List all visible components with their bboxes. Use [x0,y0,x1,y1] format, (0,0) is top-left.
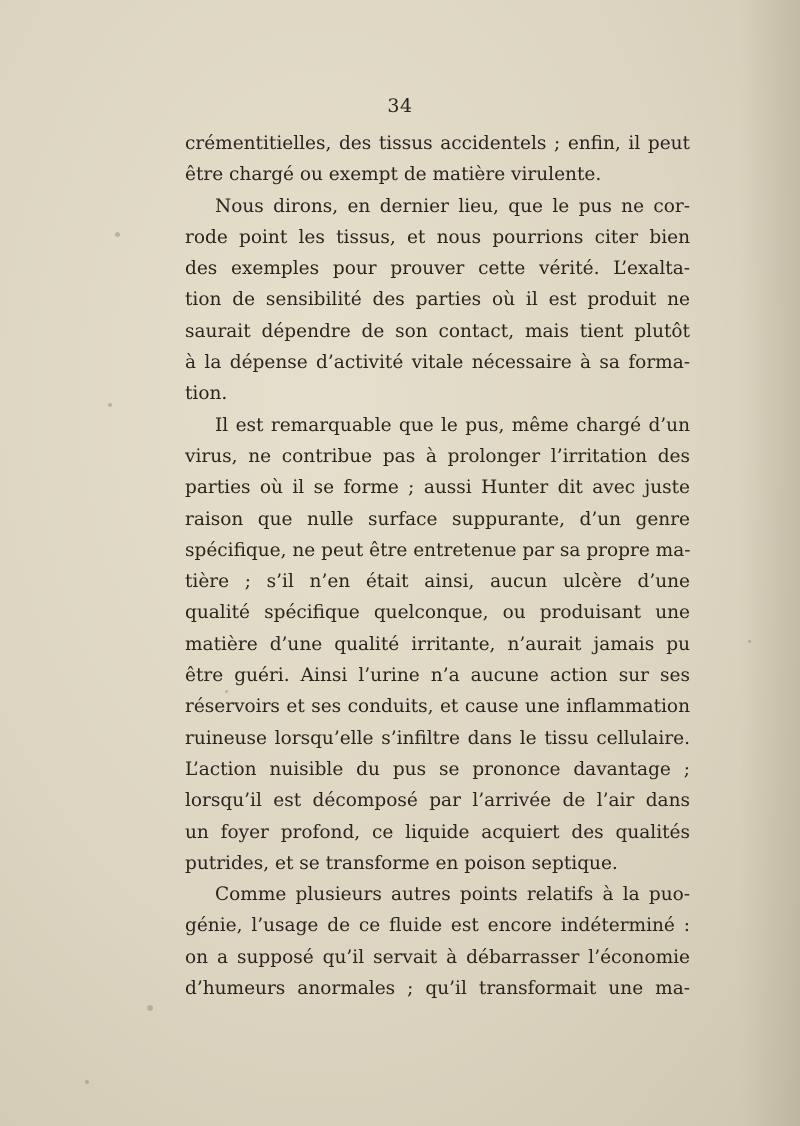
text-line: des exemples pour prouver cette vérité. L’exalta- [185,258,690,280]
text-line: ruineuse lorsqu’elle s’infiltre dans le tissu cellulaire. [185,727,690,749]
text-line: on a supposé qu’il servait à débarrasser l’économie [185,946,690,968]
text-line: putrides, et se transforme en poison septique. [185,852,618,874]
text-line: tière ; s’il n’en était ainsi, aucun ulcère d’une [185,571,690,593]
text-line: être guéri. Ainsi l’urine n’a aucune action sur ses [185,665,690,687]
text-line: spécifique, ne peut être entretenue par sa propre ma- [185,539,691,561]
text-line: être chargé ou exempt de matière virulente. [185,164,602,186]
text-line: Il est remarquable que le pus, même chargé d’un [215,414,690,436]
text-line: d’humeurs anormales ; qu’il transformait une ma- [185,978,690,1000]
text-line: Comme plusieurs autres points relatifs à la puo- [215,884,690,906]
body-text [185,128,690,1004]
text-line: tion. [185,383,228,405]
text-line: L’action nuisible du pus se prononce davantage ; [185,758,690,780]
foxing-spot [147,1005,153,1011]
page-number: 34 [387,95,413,117]
foxing-spot [115,232,120,237]
text-line: raison que nulle surface suppurante, d’un genre [185,508,690,530]
foxing-spot [748,640,751,643]
text-line: à la dépense d’activité vitale nécessaire à sa forma- [185,352,690,374]
text-line: saurait dépendre de son contact, mais tient plutôt [185,320,690,342]
text-line: rode point les tissus, et nous pourrions citer bien [185,226,690,248]
text-line: réservoirs et ses conduits, et cause une inflammation [185,696,690,718]
text-line: Nous dirons, en dernier lieu, que le pus ne cor- [215,195,690,217]
text-line: virus, ne contribue pas à prolonger l’irritation des [185,445,690,467]
text-line: crémentitielles, des tissus accidentels ; enfin, il peut [185,133,690,154]
text-line: un foyer profond, ce liquide acquiert des qualités [185,821,690,843]
text-line: qualité spécifique quelconque, ou produisant une [185,602,690,624]
text-line: génie, l’usage de ce fluide est encore indéterminé : [185,915,690,937]
page-edge-shadow [740,0,800,1126]
foxing-spot [85,1080,89,1084]
text-line: lorsqu’il est décomposé par l’arrivée de l’air dans [185,790,690,812]
text-line: tion de sensibilité des parties où il est produit ne [185,289,690,311]
foxing-spot [108,403,112,407]
text-line: parties où il se forme ; aussi Hunter dit avec juste [185,477,690,499]
text-line: matière d’une qualité irritante, n’aurait jamais pu [185,633,690,655]
